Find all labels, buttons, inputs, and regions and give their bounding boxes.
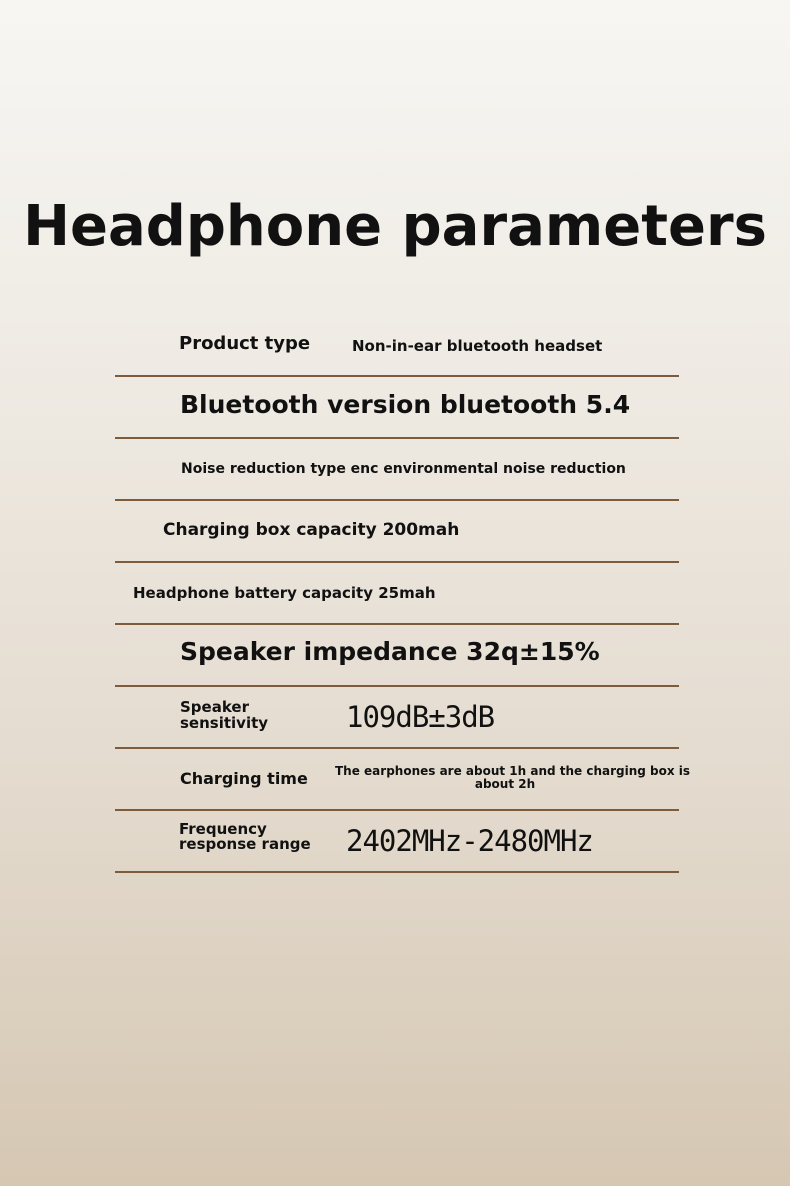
charging-time-label: Charging time — [180, 769, 308, 788]
headphone-battery-capacity: Headphone battery capacity 25mah — [133, 584, 436, 602]
noise-reduction: Noise reduction type enc environmental noise reduction — [181, 461, 626, 477]
product-type-value: Non-in-ear bluetooth headset — [352, 337, 603, 355]
charging-time-value-line2: about 2h — [474, 777, 536, 791]
divider — [115, 809, 679, 811]
divider — [115, 685, 679, 687]
sensitivity-label-line1: Speaker — [180, 698, 249, 716]
frequency-value: 2402MHz-2480MHz — [346, 824, 593, 858]
speaker-impedance: Speaker impedance 32q±15% — [180, 637, 600, 666]
divider — [115, 561, 679, 563]
sensitivity-label — [180, 699, 268, 731]
charging-time-value-line1: The earphones are about 1h and the charging box is — [335, 764, 691, 778]
sensitivity-label-line2: sensitivity — [180, 714, 269, 732]
product-type-label: Product type — [179, 333, 311, 354]
divider — [115, 499, 679, 501]
sensitivity-value: 109dB±3dB — [346, 700, 495, 734]
charging-box-capacity: Charging box capacity 200mah — [163, 520, 460, 540]
divider — [115, 747, 679, 749]
frequency-label — [179, 822, 311, 852]
divider — [115, 871, 679, 873]
charging-time-value — [335, 764, 691, 791]
frequency-label-line1: Frequency — [179, 820, 267, 838]
divider — [115, 437, 679, 439]
frequency-label-line2: response range — [179, 835, 311, 853]
page-title: Headphone parameters — [23, 194, 767, 259]
divider — [115, 623, 679, 625]
bluetooth-version: Bluetooth version bluetooth 5.4 — [180, 390, 631, 419]
divider — [115, 375, 679, 377]
